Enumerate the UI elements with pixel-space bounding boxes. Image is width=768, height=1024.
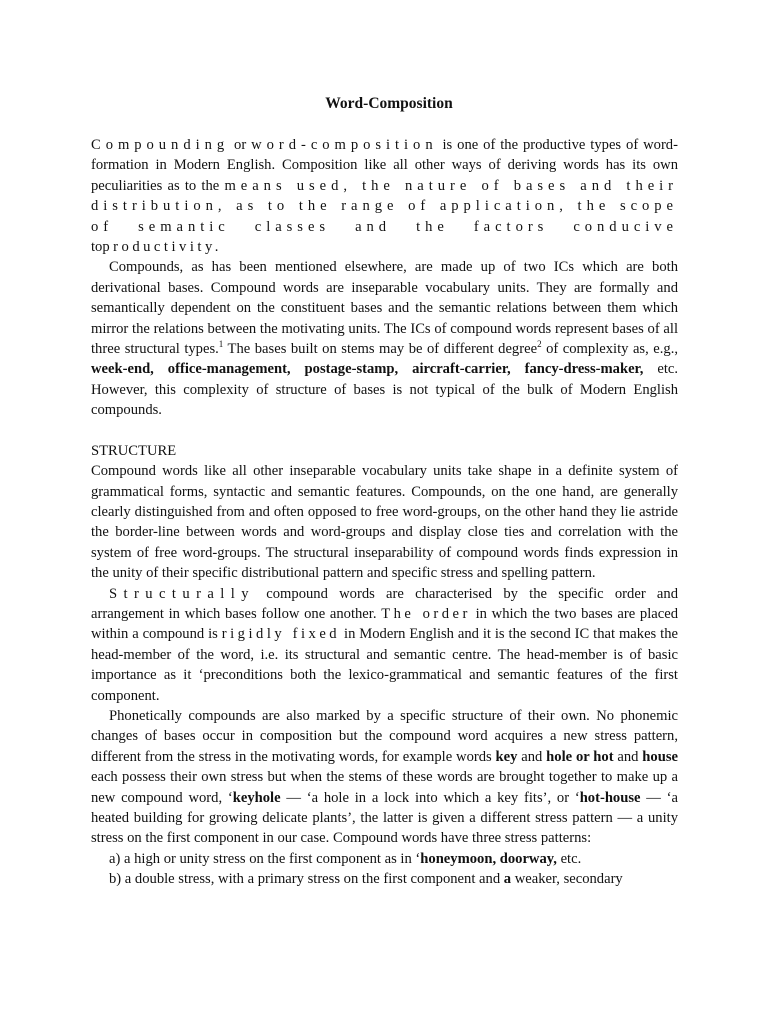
list-item-a: a) a high or unity stress on the first component as in ‘honeymoon, doorway, etc. [109, 850, 582, 867]
footnote-1: 1 [218, 339, 224, 350]
list-item-b: b) a double stress, with a primary stress on the first component and a weaker, secondary [109, 871, 623, 888]
structure-paragraph: Compound words like all other inseparable vocabulary units take shape in a definite system of grammatical forms, syntactic and semantic features. Compounds, on the one hand, are generally clearly distinguished from and often opposed to free word-groups, on the other hand they lie astride the border-line between words and word-groups and display close ties and correlation with the system of free word-groups. The structural inseparability of compound words finds expression in the unity of their specific distributional pattern and specific stress and spelling pattern. [91, 463, 678, 582]
page-title: Word-Composition [325, 95, 453, 112]
spacer [91, 421, 678, 441]
example-compounds: week-end, office-management, postage-stamp, aircraft-carrier, fancy-dress-maker, [91, 361, 644, 378]
section-heading: STRUCTURE [91, 442, 177, 459]
term-rigidly-fixed: rigidly fixed [221, 626, 341, 643]
compounds-paragraph: Compounds, as has been mentioned elsewhere, are made up of two ICs which are both derivational bases. Compound words are inseparable vocabulary units. They are formally and semantically dependent on the constituent bases and the semantic relations between them which mirror the relations between the motivating units. The ICs of compound words represent bases of all three structural types.$^1$ The bases built on stems may be of different degree$^2$ of complexity as, e.g., week-end, office-management, postage-stamp, aircraft-carrier, fancy-dress-maker, etc. However, this complexity of structure of bases is not typical of the bulk of Modern English compounds. [91, 259, 679, 419]
term-compounding: Compounding [91, 137, 230, 153]
structurally-paragraph: Structurally compound words are characterised by the specific order and arrangement in which bases follow one another. The order in which the two bases are placed within a compound is rigidly fixed in Modern English and it is the second IC that makes the head-member of the word, i.e. its structural and semantic centre. The head-member is of basic importance as it ‘preconditions both the lexico-grammatical and semantic features of the first component. [91, 585, 678, 704]
spaced-text: means used, the nature of bases and their distribution, as to the range of application, the scope of semantic classes and the factors conducive [91, 177, 678, 235]
term-the-order: The order [381, 605, 471, 622]
phonetic-paragraph: Phonetically compounds are also marked by a specific structure of their own. No phonemic changes of bases occur in composition but the compound word acquires a new stress pattern, different from the stress in the motivating words, for example words key and hole or hot and house each possess their own stress but when the stems of these words are brought together to make up a new compound word, ‘keyhole — ‘a hole in a lock into which a key fits’, or ‘hot-house — ‘a heated building for growing delicate plants’, the latter is given a different stress pattern — a unity stress on the first component in our case. Compound words have three stress patterns: [91, 707, 678, 847]
footnote-2: 2 [537, 339, 542, 350]
intro-paragraph: Compounding or word-composition is one of the productive types of word-formation in Modern English. Composition like all other ways of deriving words has its own peculiarities as to the means used, the nature of bases and their distribution, as to the range of application, the scope of semantic classes and the factors conducive toproductivity. [91, 137, 678, 256]
document-body [91, 135, 678, 890]
term-structurally: Structurally [109, 585, 255, 602]
term-word-composition: word-composition [251, 137, 438, 153]
